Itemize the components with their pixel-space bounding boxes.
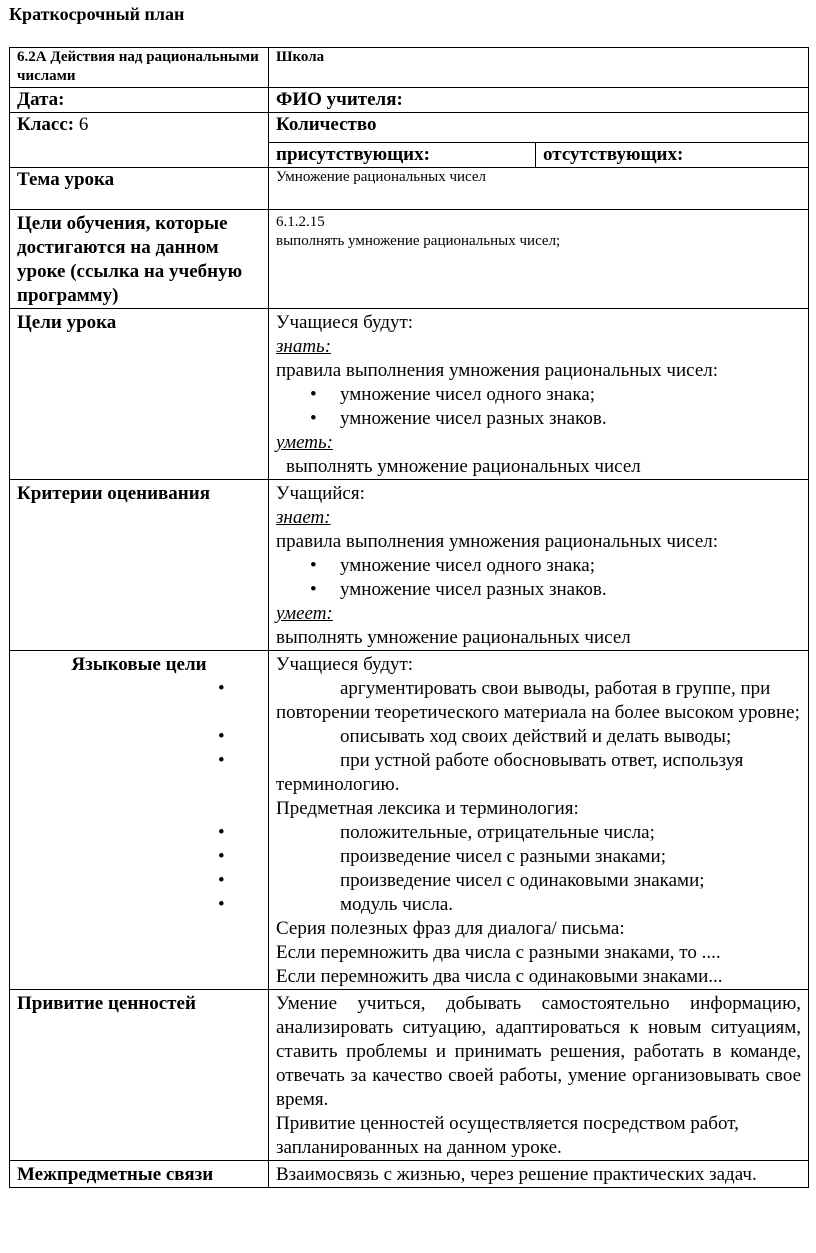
objectives-code: 6.1.2.15 <box>276 214 325 230</box>
lesson-goals-list <box>276 383 801 431</box>
list-item: • положительные, отрицательные числа; <box>276 821 801 845</box>
class-value: 6 <box>78 114 89 135</box>
row-lesson-goals <box>10 309 809 480</box>
language-goals-label: Языковые цели <box>10 651 269 990</box>
criteria-can-text: выполнять умножение рациональных чисел <box>276 627 631 648</box>
vocab-label: Предметная лексика и терминология: <box>276 798 579 819</box>
objectives-label: Цели обучения, которые достигаются на данном уроке (ссылка на учебную программу) <box>10 210 269 309</box>
language-goals-cell <box>269 651 809 990</box>
phrases-label: Серия полезных фраз для диалога/ письма: <box>276 918 625 939</box>
list-item: • умножение чисел одного знака; <box>276 383 801 407</box>
row-language-goals <box>10 651 809 990</box>
list-item: • модуль числа. <box>276 893 801 917</box>
row-cross-curricular <box>10 1161 809 1188</box>
topic-label: Тема урока <box>10 168 269 210</box>
phrase-2: Если перемножить два числа с одинаковыми знаками... <box>276 966 723 987</box>
row-section <box>10 48 809 88</box>
absent-label: отсутствующих: <box>536 143 809 168</box>
cross-curricular-label: Межпредметные связи <box>10 1161 269 1188</box>
row-criteria <box>10 480 809 651</box>
language-goals-intro: Учащиеся будут: <box>276 654 414 675</box>
row-values <box>10 990 809 1161</box>
lesson-goals-cell <box>269 309 809 480</box>
cross-curricular-text: Взаимосвязь с жизнью, через решение практических задач. <box>269 1161 809 1188</box>
count-label: Количество <box>269 113 809 143</box>
list-item: • умножение чисел разных знаков. <box>276 407 801 431</box>
criteria-can-label: умеет: <box>276 603 333 624</box>
row-objectives <box>10 210 809 309</box>
values-cell <box>269 990 809 1161</box>
lesson-plan-table <box>9 47 809 1188</box>
topic-value: Умножение рациональных чисел <box>269 168 809 210</box>
lesson-goals-label: Цели урока <box>10 309 269 480</box>
row-date <box>10 88 809 113</box>
lesson-goals-know-text: правила выполнения умножения рациональных чисел: <box>276 360 719 381</box>
list-item: • описывать ход своих действий и делать выводы; <box>276 725 801 749</box>
values-text-1: Умение учиться, добывать самостоятельно информацию, анализировать ситуацию, адаптироваться к новым ситуациям, ставить проблемы и принимать решения, работать в команде, отвечать за качество своей работы, умение организовывать свое время. <box>276 993 802 1110</box>
teacher-label: ФИО учителя: <box>269 88 809 113</box>
row-class <box>10 113 809 143</box>
vocab-list <box>276 821 801 917</box>
list-item: • аргументировать свои выводы, работая в группе, при повторении теоретического материала на более высоком уровне; <box>276 677 801 725</box>
criteria-intro: Учащийся: <box>276 483 365 504</box>
section-cell: 6.2А Действия над рациональными числами <box>10 48 269 88</box>
criteria-cell <box>269 480 809 651</box>
language-goals-list <box>276 677 801 797</box>
criteria-know-text: правила выполнения умножения рациональных чисел: <box>276 531 719 552</box>
list-item: • произведение чисел с одинаковыми знаками; <box>276 869 801 893</box>
lesson-goals-know-label: знать: <box>276 336 332 357</box>
criteria-label: Критерии оценивания <box>10 480 269 651</box>
lesson-goals-can-label: уметь: <box>276 432 333 453</box>
present-label: присутствующих: <box>269 143 536 168</box>
document-title: Краткосрочный план <box>9 4 185 24</box>
class-label: Класс: <box>17 114 75 135</box>
list-item: • умножение чисел одного знака; <box>276 554 801 578</box>
objectives-cell <box>269 210 809 309</box>
list-item: • при устной работе обосновывать ответ, используя терминологию. <box>276 749 801 797</box>
phrase-1: Если перемножить два числа с разными знаками, то .... <box>276 942 721 963</box>
school-cell: Школа <box>269 48 809 88</box>
lesson-goals-can-text: выполнять умножение рациональных чисел <box>286 456 641 477</box>
lesson-goals-intro: Учащиеся будут: <box>276 312 414 333</box>
row-topic <box>10 168 809 210</box>
class-cell <box>10 113 269 168</box>
criteria-know-label: знает: <box>276 507 331 528</box>
date-label: Дата: <box>10 88 269 113</box>
objectives-text: выполнять умножение рациональных чисел; <box>276 233 561 249</box>
values-text-2: Привитие ценностей осуществляется посредством работ, запланированных на данном уроке. <box>276 1113 739 1158</box>
criteria-list <box>276 554 801 602</box>
list-item: • умножение чисел разных знаков. <box>276 578 801 602</box>
values-label: Привитие ценностей <box>10 990 269 1161</box>
list-item: • произведение чисел с разными знаками; <box>276 845 801 869</box>
